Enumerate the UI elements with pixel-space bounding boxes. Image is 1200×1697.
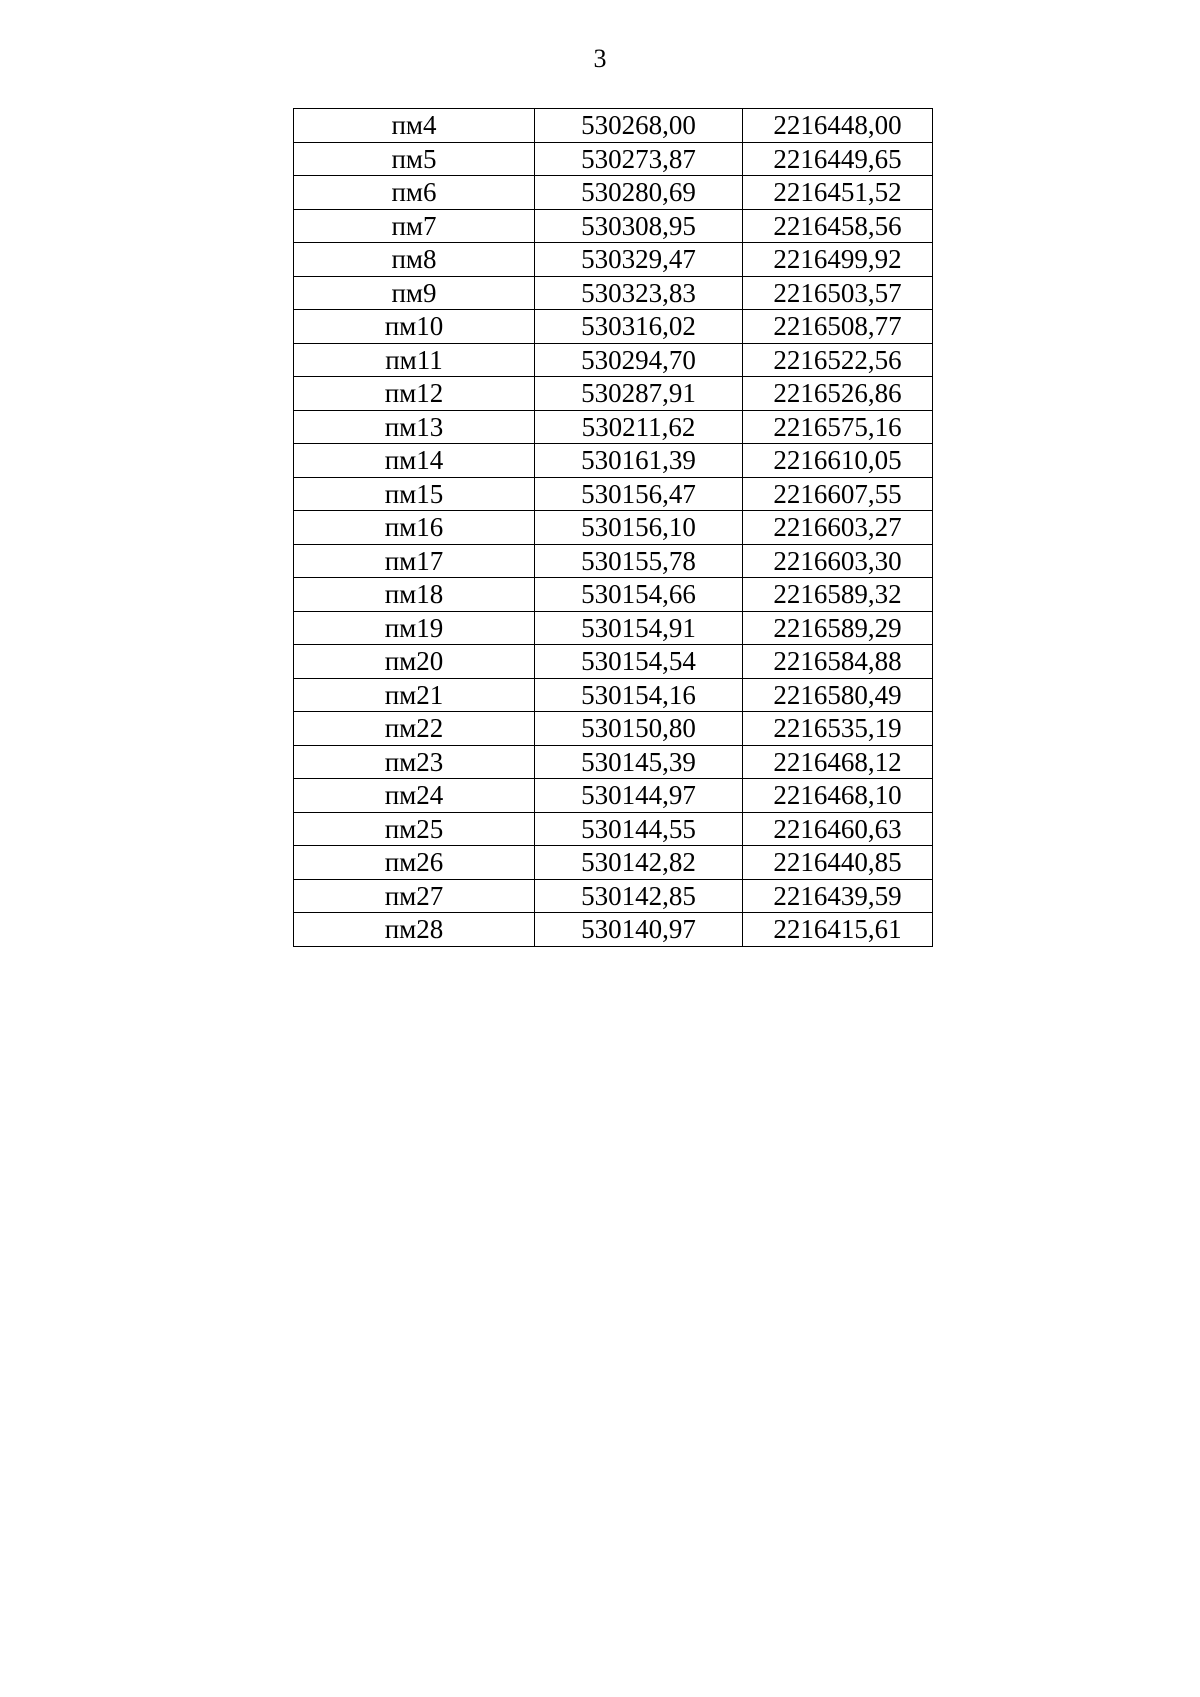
point-cell: пм18 (294, 578, 535, 612)
point-cell: пм4 (294, 109, 535, 143)
y-coordinate-cell: 2216508,77 (743, 310, 933, 344)
table-row (294, 477, 933, 511)
x-coordinate-cell: 530316,02 (535, 310, 743, 344)
y-coordinate-cell: 2216449,65 (743, 142, 933, 176)
table-row (294, 310, 933, 344)
x-coordinate-cell: 530211,62 (535, 410, 743, 444)
table-row (294, 913, 933, 947)
point-cell: пм26 (294, 846, 535, 880)
table-row (294, 343, 933, 377)
table-row (294, 109, 933, 143)
point-cell: пм25 (294, 812, 535, 846)
y-coordinate-cell: 2216468,12 (743, 745, 933, 779)
table-row (294, 779, 933, 813)
table-row (294, 812, 933, 846)
table-row (294, 678, 933, 712)
x-coordinate-cell: 530140,97 (535, 913, 743, 947)
y-coordinate-cell: 2216415,61 (743, 913, 933, 947)
x-coordinate-cell: 530268,00 (535, 109, 743, 143)
x-coordinate-cell: 530273,87 (535, 142, 743, 176)
y-coordinate-cell: 2216535,19 (743, 712, 933, 746)
x-coordinate-cell: 530142,82 (535, 846, 743, 880)
y-coordinate-cell: 2216603,30 (743, 544, 933, 578)
x-coordinate-cell: 530154,16 (535, 678, 743, 712)
point-cell: пм16 (294, 511, 535, 545)
y-coordinate-cell: 2216589,29 (743, 611, 933, 645)
point-cell: пм9 (294, 276, 535, 310)
x-coordinate-cell: 530142,85 (535, 879, 743, 913)
x-coordinate-cell: 530150,80 (535, 712, 743, 746)
table-row (294, 176, 933, 210)
point-cell: пм22 (294, 712, 535, 746)
y-coordinate-cell: 2216458,56 (743, 209, 933, 243)
x-coordinate-cell: 530145,39 (535, 745, 743, 779)
x-coordinate-cell: 530294,70 (535, 343, 743, 377)
y-coordinate-cell: 2216584,88 (743, 645, 933, 679)
point-cell: пм7 (294, 209, 535, 243)
x-coordinate-cell: 530144,97 (535, 779, 743, 813)
point-cell: пм28 (294, 913, 535, 947)
x-coordinate-cell: 530154,54 (535, 645, 743, 679)
table-row (294, 209, 933, 243)
point-cell: пм20 (294, 645, 535, 679)
x-coordinate-cell: 530156,47 (535, 477, 743, 511)
point-cell: пм5 (294, 142, 535, 176)
point-cell: пм27 (294, 879, 535, 913)
point-cell: пм14 (294, 444, 535, 478)
x-coordinate-cell: 530161,39 (535, 444, 743, 478)
x-coordinate-cell: 530280,69 (535, 176, 743, 210)
table-row (294, 544, 933, 578)
y-coordinate-cell: 2216451,52 (743, 176, 933, 210)
y-coordinate-cell: 2216439,59 (743, 879, 933, 913)
y-coordinate-cell: 2216440,85 (743, 846, 933, 880)
table-row (294, 745, 933, 779)
x-coordinate-cell: 530154,66 (535, 578, 743, 612)
coordinates-table-body (294, 109, 933, 947)
y-coordinate-cell: 2216468,10 (743, 779, 933, 813)
point-cell: пм11 (294, 343, 535, 377)
y-coordinate-cell: 2216589,32 (743, 578, 933, 612)
point-cell: пм15 (294, 477, 535, 511)
table-row (294, 276, 933, 310)
x-coordinate-cell: 530323,83 (535, 276, 743, 310)
point-cell: пм6 (294, 176, 535, 210)
point-cell: пм19 (294, 611, 535, 645)
point-cell: пм10 (294, 310, 535, 344)
y-coordinate-cell: 2216580,49 (743, 678, 933, 712)
table-row (294, 444, 933, 478)
point-cell: пм12 (294, 377, 535, 411)
y-coordinate-cell: 2216460,63 (743, 812, 933, 846)
y-coordinate-cell: 2216522,56 (743, 343, 933, 377)
table-row (294, 879, 933, 913)
table-row (294, 243, 933, 277)
table-row (294, 142, 933, 176)
y-coordinate-cell: 2216575,16 (743, 410, 933, 444)
x-coordinate-cell: 530287,91 (535, 377, 743, 411)
x-coordinate-cell: 530329,47 (535, 243, 743, 277)
table-row (294, 410, 933, 444)
y-coordinate-cell: 2216610,05 (743, 444, 933, 478)
point-cell: пм17 (294, 544, 535, 578)
table-row (294, 712, 933, 746)
point-cell: пм13 (294, 410, 535, 444)
x-coordinate-cell: 530144,55 (535, 812, 743, 846)
table-row (294, 377, 933, 411)
x-coordinate-cell: 530155,78 (535, 544, 743, 578)
point-cell: пм8 (294, 243, 535, 277)
table-row (294, 611, 933, 645)
y-coordinate-cell: 2216448,00 (743, 109, 933, 143)
point-cell: пм24 (294, 779, 535, 813)
table-row (294, 578, 933, 612)
table-row (294, 511, 933, 545)
y-coordinate-cell: 2216526,86 (743, 377, 933, 411)
y-coordinate-cell: 2216607,55 (743, 477, 933, 511)
x-coordinate-cell: 530308,95 (535, 209, 743, 243)
y-coordinate-cell: 2216503,57 (743, 276, 933, 310)
y-coordinate-cell: 2216499,92 (743, 243, 933, 277)
x-coordinate-cell: 530154,91 (535, 611, 743, 645)
coordinates-table (293, 108, 933, 947)
y-coordinate-cell: 2216603,27 (743, 511, 933, 545)
table-row (294, 846, 933, 880)
point-cell: пм21 (294, 678, 535, 712)
point-cell: пм23 (294, 745, 535, 779)
page-number: 3 (593, 44, 607, 73)
x-coordinate-cell: 530156,10 (535, 511, 743, 545)
table-row (294, 645, 933, 679)
